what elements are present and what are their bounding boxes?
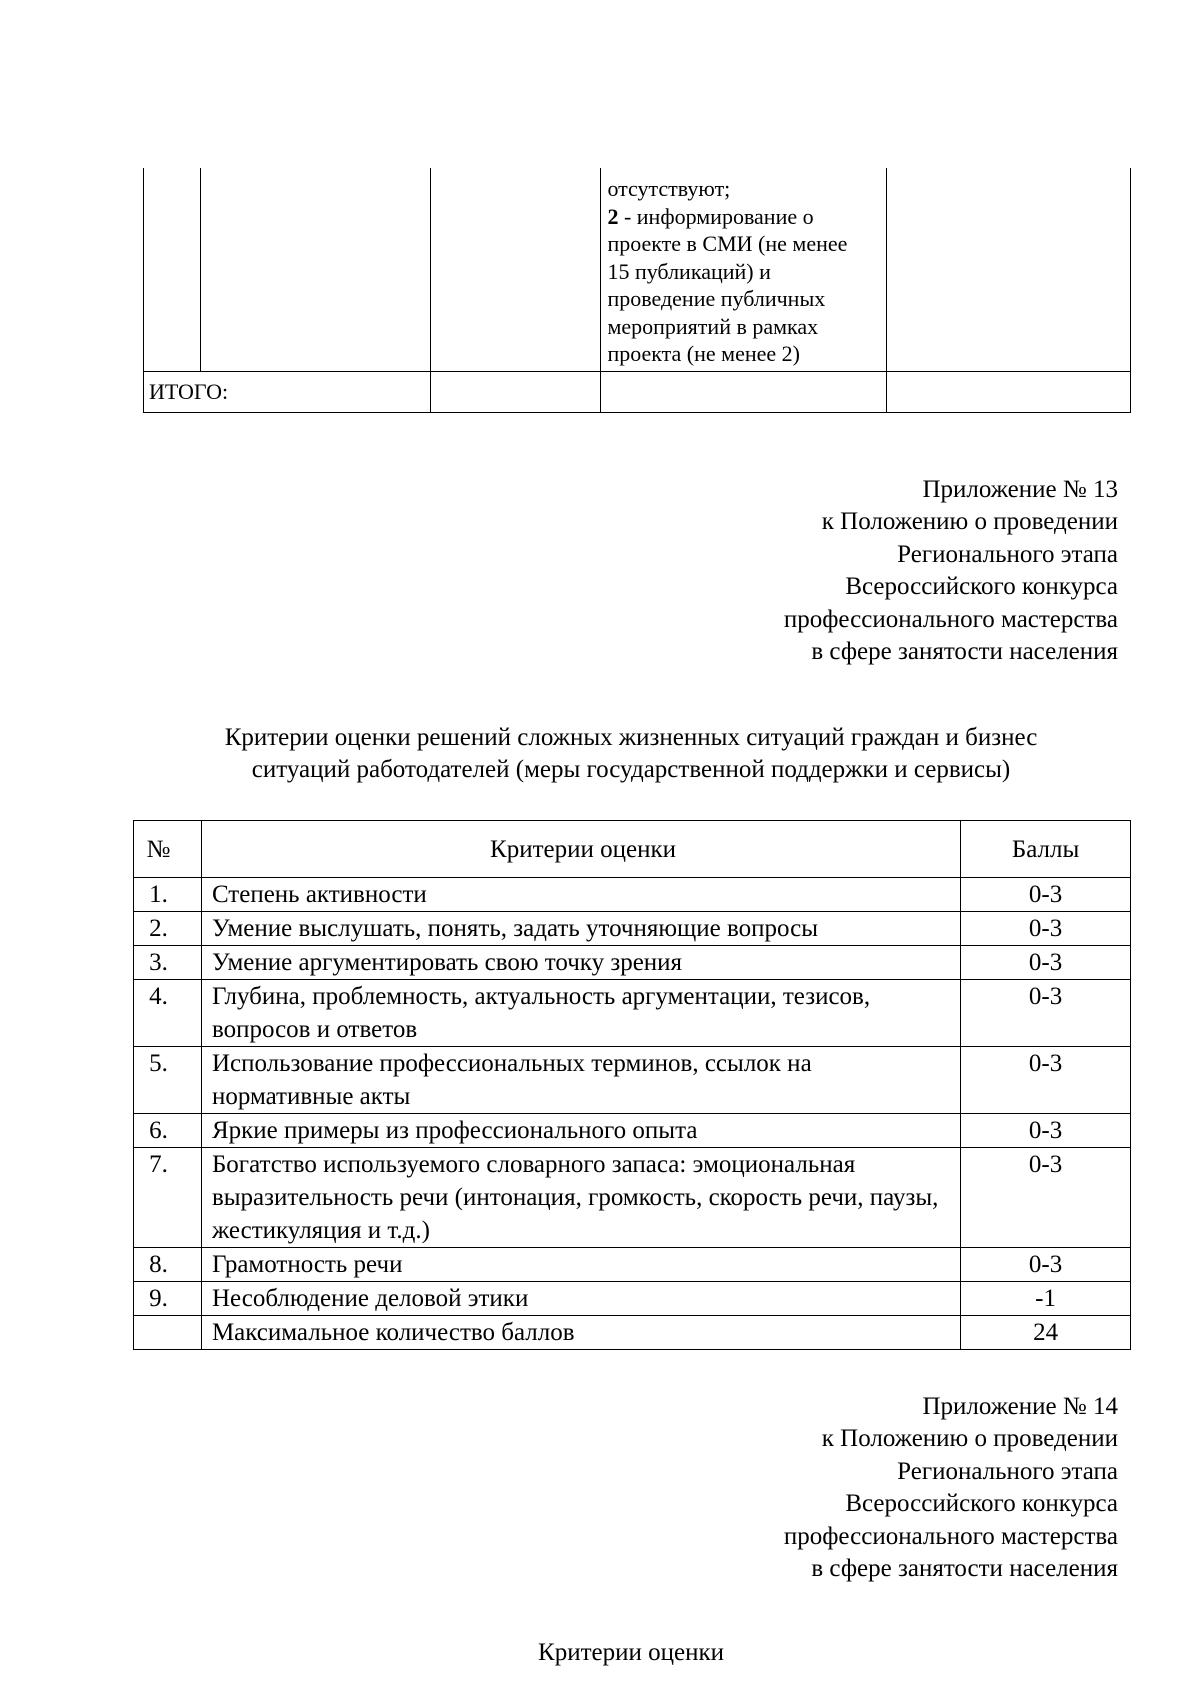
table-row <box>134 1047 1131 1114</box>
row-number <box>134 1316 202 1350</box>
cell-empty <box>200 168 430 371</box>
header-number: № <box>134 821 202 878</box>
row-score: 0-3 <box>961 1248 1131 1282</box>
row-number: 3. <box>134 946 202 980</box>
row-criterion: Несоблюдение деловой этики <box>201 1282 960 1316</box>
row-number: 2. <box>134 912 202 946</box>
table-row <box>134 1114 1131 1148</box>
dash: - <box>618 203 637 229</box>
row-score: 0-3 <box>961 878 1131 912</box>
cell-empty <box>430 168 601 371</box>
row-score: 0-3 <box>961 980 1131 1047</box>
appendix-line: профессионального мастерства <box>783 1522 1118 1550</box>
table-row <box>134 878 1131 912</box>
appendix-line: к Положению о проведении <box>821 508 1118 536</box>
appendix-line: профессионального мастерства <box>783 605 1118 633</box>
row-number: 9. <box>134 1282 202 1316</box>
criteria-table <box>133 820 1131 1350</box>
appendix-line: в сфере занятости населения <box>811 1555 1118 1583</box>
text-line: проведение публичных <box>607 286 826 311</box>
text-line: отсутствуют; <box>607 176 731 201</box>
row-number: 8. <box>134 1248 202 1282</box>
row-criterion: Умение аргументировать свою точку зрения <box>201 946 960 980</box>
row-criterion: Использование профессиональных терминов, ссылок на нормативные акты <box>201 1047 960 1114</box>
table-row <box>134 946 1131 980</box>
row-number: 6. <box>134 1114 202 1148</box>
cell-empty <box>601 371 887 412</box>
row-number: 5. <box>134 1047 202 1114</box>
total-score: 24 <box>961 1316 1131 1350</box>
row-score: 0-3 <box>961 1148 1131 1248</box>
row-criterion: Богатство используемого словарного запаса: эмоциональная выразительность речи (интонация, громкость, скорость речи, паузы, жестикуляция и т.д.) <box>201 1148 960 1248</box>
cell-empty <box>430 371 601 412</box>
header-criteria: Критерии оценки <box>201 821 960 878</box>
table-row <box>134 1248 1131 1282</box>
cell-empty <box>144 168 201 371</box>
continuation-table <box>143 168 1131 413</box>
appendix-line: к Положению о проведении <box>821 1425 1118 1453</box>
table-row <box>134 912 1131 946</box>
table-row <box>134 980 1131 1047</box>
text-line: проекта (не менее 2) <box>607 341 800 366</box>
table-total-row <box>134 1316 1131 1350</box>
row-criterion: Яркие примеры из профессионального опыта <box>201 1114 960 1148</box>
appendix-line: в сфере занятости населения <box>811 638 1118 666</box>
criteria-title <box>0 722 1200 786</box>
row-score: -1 <box>961 1282 1131 1316</box>
table-row <box>134 1282 1131 1316</box>
row-criterion: Глубина, проблемность, актуальность аргументации, тезисов, вопросов и ответов <box>201 980 960 1047</box>
row-number: 7. <box>134 1148 202 1248</box>
row-number: 4. <box>134 980 202 1047</box>
text-line: 15 публикаций) и <box>607 258 771 284</box>
row-criterion: Умение выслушать, понять, задать уточняющие вопросы <box>201 912 960 946</box>
text-line: проекте в СМИ (не менее <box>607 231 848 256</box>
row-score: 0-3 <box>961 1047 1131 1114</box>
total-label: Максимальное количество баллов <box>201 1316 960 1350</box>
title-line: ситуаций работодателей (меры государственной поддержки и сервисы) <box>251 756 1011 783</box>
appendix-13-header <box>784 474 1118 668</box>
row-number: 1. <box>134 878 202 912</box>
text-line: мероприятий в рамках <box>607 313 819 339</box>
total-label: ИТОГО: <box>144 371 431 412</box>
total-row <box>144 371 1131 412</box>
text-line-part: информирование о <box>636 203 814 229</box>
appendix-line: Всероссийского конкурса <box>845 573 1118 601</box>
appendix-line: Регионального этапа <box>897 540 1118 568</box>
row-criterion: Степень активности <box>201 878 960 912</box>
appendix-14-header <box>784 1391 1118 1585</box>
appendix-line: Приложение № 14 <box>922 1393 1118 1420</box>
score-value: 2 <box>607 203 619 229</box>
criteria-title-14: Критерии оценки <box>538 1639 724 1666</box>
cell-empty <box>887 371 1131 412</box>
row-criterion: Грамотность речи <box>201 1248 960 1282</box>
row-score: 0-3 <box>961 912 1131 946</box>
row-score: 0-3 <box>961 946 1131 980</box>
header-score: Баллы <box>961 821 1131 878</box>
text-line <box>607 203 880 231</box>
appendix-line: Регионального этапа <box>897 1457 1118 1485</box>
table-header-row <box>134 821 1131 878</box>
criteria-description-cell <box>601 168 887 371</box>
row-score: 0-3 <box>961 1114 1131 1148</box>
appendix-line: Всероссийского конкурса <box>845 1490 1118 1518</box>
table-row <box>134 1148 1131 1248</box>
cell-empty <box>887 168 1131 371</box>
appendix-line: Приложение № 13 <box>922 476 1118 503</box>
title-line: Критерии оценки решений сложных жизненных ситуаций граждан и бизнес <box>224 724 1038 751</box>
continuation-row <box>144 168 1131 371</box>
